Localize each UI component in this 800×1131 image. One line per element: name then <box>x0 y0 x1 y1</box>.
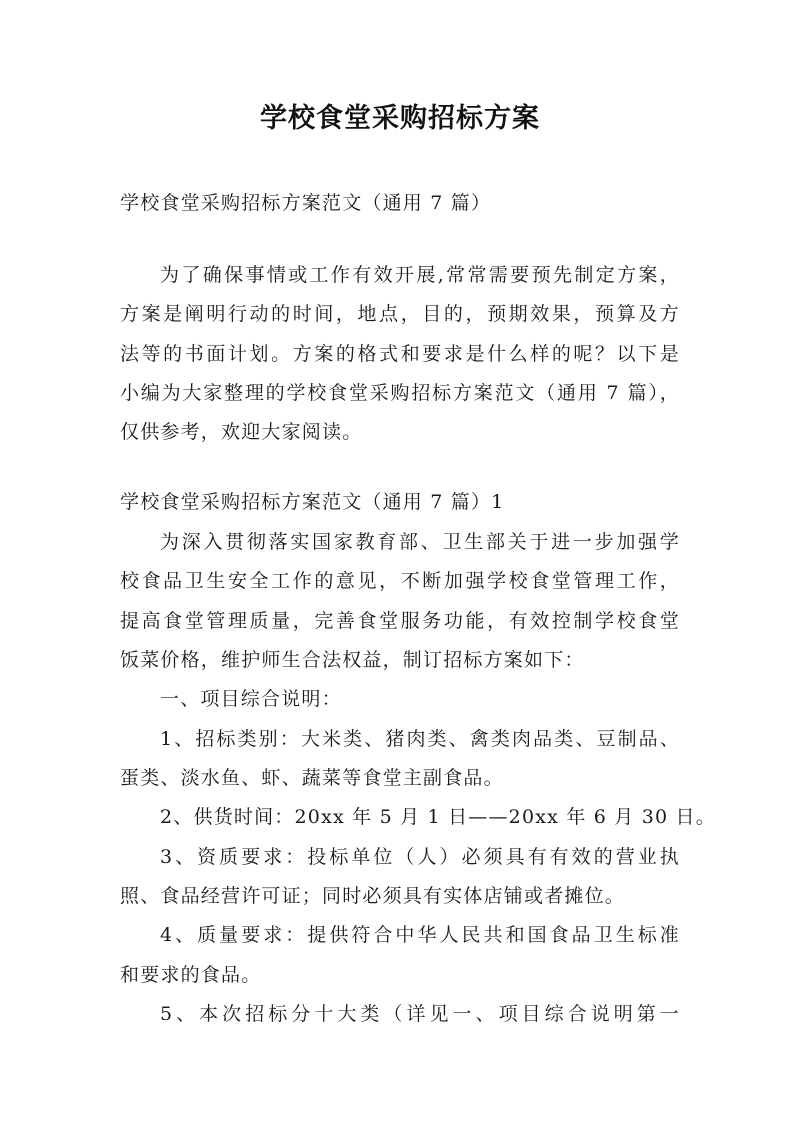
body-line: 校食品卫生安全工作的意见，不断加强学校食堂管理工作， <box>120 570 680 592</box>
document-subtitle: 学校食堂采购招标方案范文（通用 7 篇） <box>120 192 492 214</box>
intro-line: 方案是阐明行动的时间，地点，目的，预期效果，预算及方 <box>120 303 680 325</box>
intro-line: 法等的书面计划。方案的格式和要求是什么样的呢？以下是 <box>120 343 680 365</box>
body-line: 蛋类、淡水鱼、虾、蔬菜等食堂主副食品。 <box>120 767 504 789</box>
body-line: 4、质量要求：提供符合中华人民共和国食品卫生标准 <box>160 924 680 946</box>
section-item-heading: 一、项目综合说明： <box>160 688 342 710</box>
section-heading: 学校食堂采购招标方案范文（通用 7 篇）1 <box>120 491 505 513</box>
intro-line: 小编为大家整理的学校食堂采购招标方案范文（通用 7 篇）， <box>120 382 680 404</box>
body-line: 1、招标类别：大米类、猪肉类、禽类肉品类、豆制品、 <box>160 728 680 750</box>
body-line: 和要求的食品。 <box>120 964 262 986</box>
body-line: 提高食堂管理质量，完善食堂服务功能，有效控制学校食堂 <box>120 610 680 632</box>
body-line: 2、供货时间：20xx 年 5 月 1 日——20xx 年 6 月 30 日。 <box>160 806 716 828</box>
body-line: 为深入贯彻落实国家教育部、卫生部关于进一步加强学 <box>160 531 680 553</box>
body-line: 照、食品经营许可证；同时必须具有实体店铺或者摊位。 <box>120 885 626 907</box>
intro-line: 为了确保事情或工作有效开展,常常需要预先制定方案， <box>160 264 680 286</box>
body-line: 5、本次招标分十大类（详见一、项目综合说明第一 <box>160 1003 680 1025</box>
intro-line: 仅供参考，欢迎大家阅读。 <box>120 421 363 443</box>
body-line: 3、资质要求：投标单位（人）必须具有有效的营业执 <box>160 846 680 868</box>
document-title: 学校食堂采购招标方案 <box>260 103 540 134</box>
body-line: 饭菜价格，维护师生合法权益，制订招标方案如下： <box>120 649 585 671</box>
